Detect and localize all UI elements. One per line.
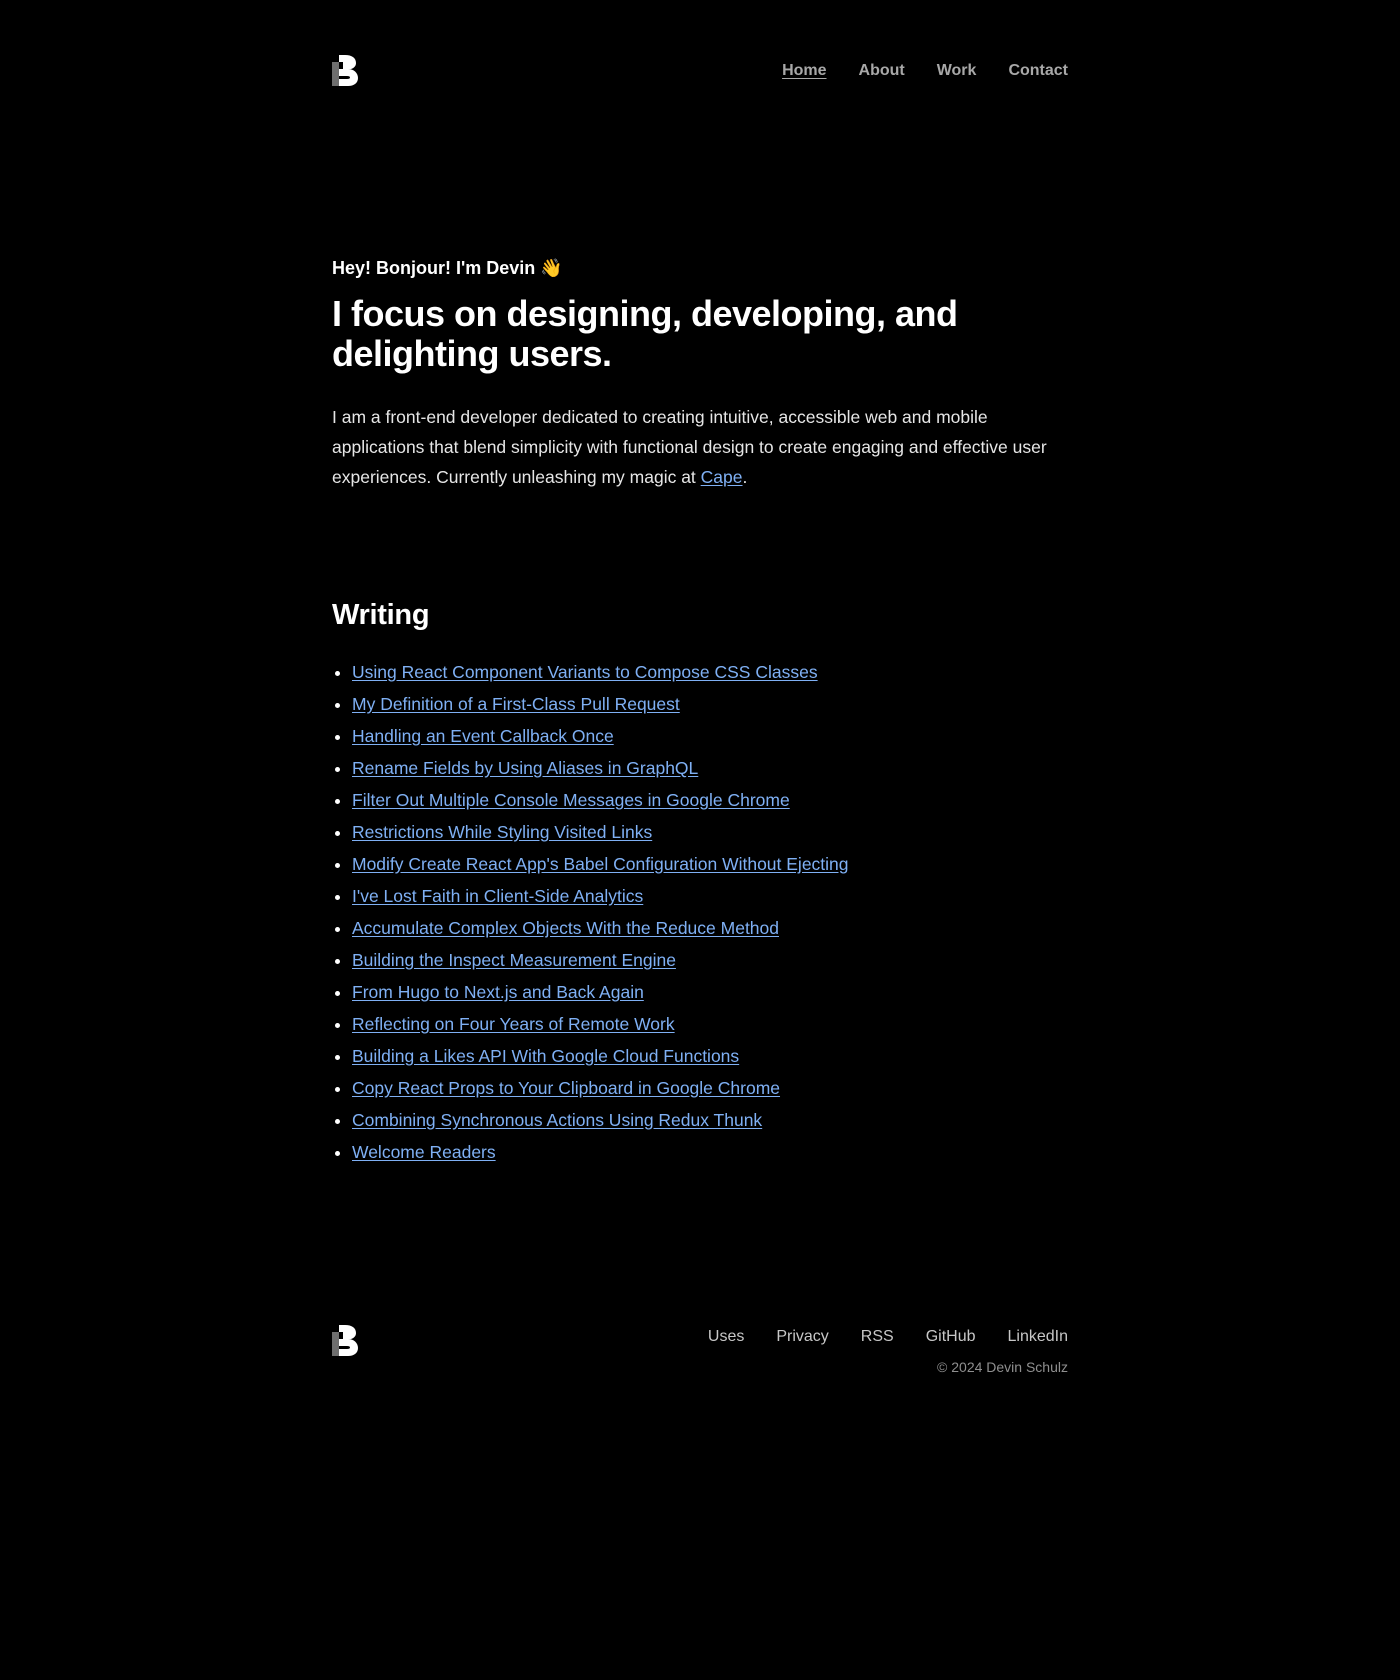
- list-item: [352, 976, 1068, 1008]
- nav-home[interactable]: Home: [782, 62, 827, 79]
- post-link[interactable]: Copy React Props to Your Clipboard in Google Chrome: [352, 1078, 781, 1098]
- list-item: [352, 1104, 1068, 1136]
- nav-about[interactable]: About: [858, 62, 905, 79]
- footer-nav: [676, 1327, 1068, 1347]
- nav-contact[interactable]: Contact: [1008, 62, 1068, 79]
- greeting: Hey! Bonjour! I'm Devin 👋: [332, 258, 563, 278]
- cape-link[interactable]: Cape: [700, 467, 743, 487]
- post-link[interactable]: I've Lost Faith in Client-Side Analytics: [352, 886, 644, 906]
- post-link[interactable]: Rename Fields by Using Aliases in GraphQL: [352, 758, 699, 778]
- list-item: [352, 816, 1068, 848]
- post-link[interactable]: Building a Likes API With Google Cloud Functions: [352, 1046, 740, 1066]
- hero-section: [332, 254, 1068, 492]
- post-link[interactable]: Filter Out Multiple Console Messages in Google Chrome: [352, 790, 790, 810]
- footer-link-linkedin[interactable]: LinkedIn: [1007, 1328, 1068, 1345]
- intro-end: .: [742, 467, 748, 487]
- post-list: [332, 656, 1068, 1168]
- footer-link-uses[interactable]: Uses: [707, 1328, 745, 1345]
- list-item: [352, 848, 1068, 880]
- list-item: [352, 656, 1068, 688]
- writing-title: Writing: [332, 599, 430, 631]
- post-link[interactable]: Restrictions While Styling Visited Links: [352, 822, 653, 842]
- post-link[interactable]: From Hugo to Next.js and Back Again: [352, 982, 644, 1002]
- list-item: [352, 944, 1068, 976]
- writing-section: [332, 596, 1068, 1168]
- post-link[interactable]: My Definition of a First-Class Pull Request: [352, 694, 680, 714]
- list-item: [352, 784, 1068, 816]
- intro-paragraph: [332, 402, 1068, 492]
- footer-link-rss[interactable]: RSS: [860, 1328, 894, 1345]
- ds-logo-icon: [332, 1325, 358, 1356]
- list-item: [352, 1072, 1068, 1104]
- intro-text: I am a front-end developer dedicated to creating intuitive, accessible web and mobile applications that blend simplicity with functional design to create engaging and effective user experiences. Currently unleashing my magic at: [332, 407, 1047, 487]
- list-item: [352, 688, 1068, 720]
- post-link[interactable]: Modify Create React App's Babel Configuration Without Ejecting: [352, 854, 849, 874]
- list-item: [352, 752, 1068, 784]
- main-nav: [750, 61, 1068, 81]
- list-item: [352, 880, 1068, 912]
- headline: I focus on designing, developing, and delighting users.: [332, 293, 958, 374]
- post-link[interactable]: Accumulate Complex Objects With the Reduce Method: [352, 918, 779, 938]
- site-header: [332, 55, 1068, 87]
- list-item: [352, 912, 1068, 944]
- post-link[interactable]: Using React Component Variants to Compose CSS Classes: [352, 662, 818, 682]
- footer-link-privacy[interactable]: Privacy: [776, 1328, 829, 1345]
- post-link[interactable]: Welcome Readers: [352, 1142, 496, 1162]
- post-link[interactable]: Reflecting on Four Years of Remote Work: [352, 1014, 675, 1034]
- post-link[interactable]: Handling an Event Callback Once: [352, 726, 614, 746]
- footer-link-github[interactable]: GitHub: [925, 1328, 976, 1345]
- post-link[interactable]: Combining Synchronous Actions Using Redux Thunk: [352, 1110, 763, 1130]
- list-item: [352, 720, 1068, 752]
- site-footer: [332, 1323, 1068, 1383]
- post-link[interactable]: Building the Inspect Measurement Engine: [352, 950, 676, 970]
- list-item: [352, 1008, 1068, 1040]
- list-item: [352, 1040, 1068, 1072]
- list-item: [352, 1136, 1068, 1168]
- nav-work[interactable]: Work: [936, 62, 977, 79]
- copyright: © 2024 Devin Schulz: [937, 1359, 1068, 1375]
- ds-logo-icon: [332, 55, 358, 86]
